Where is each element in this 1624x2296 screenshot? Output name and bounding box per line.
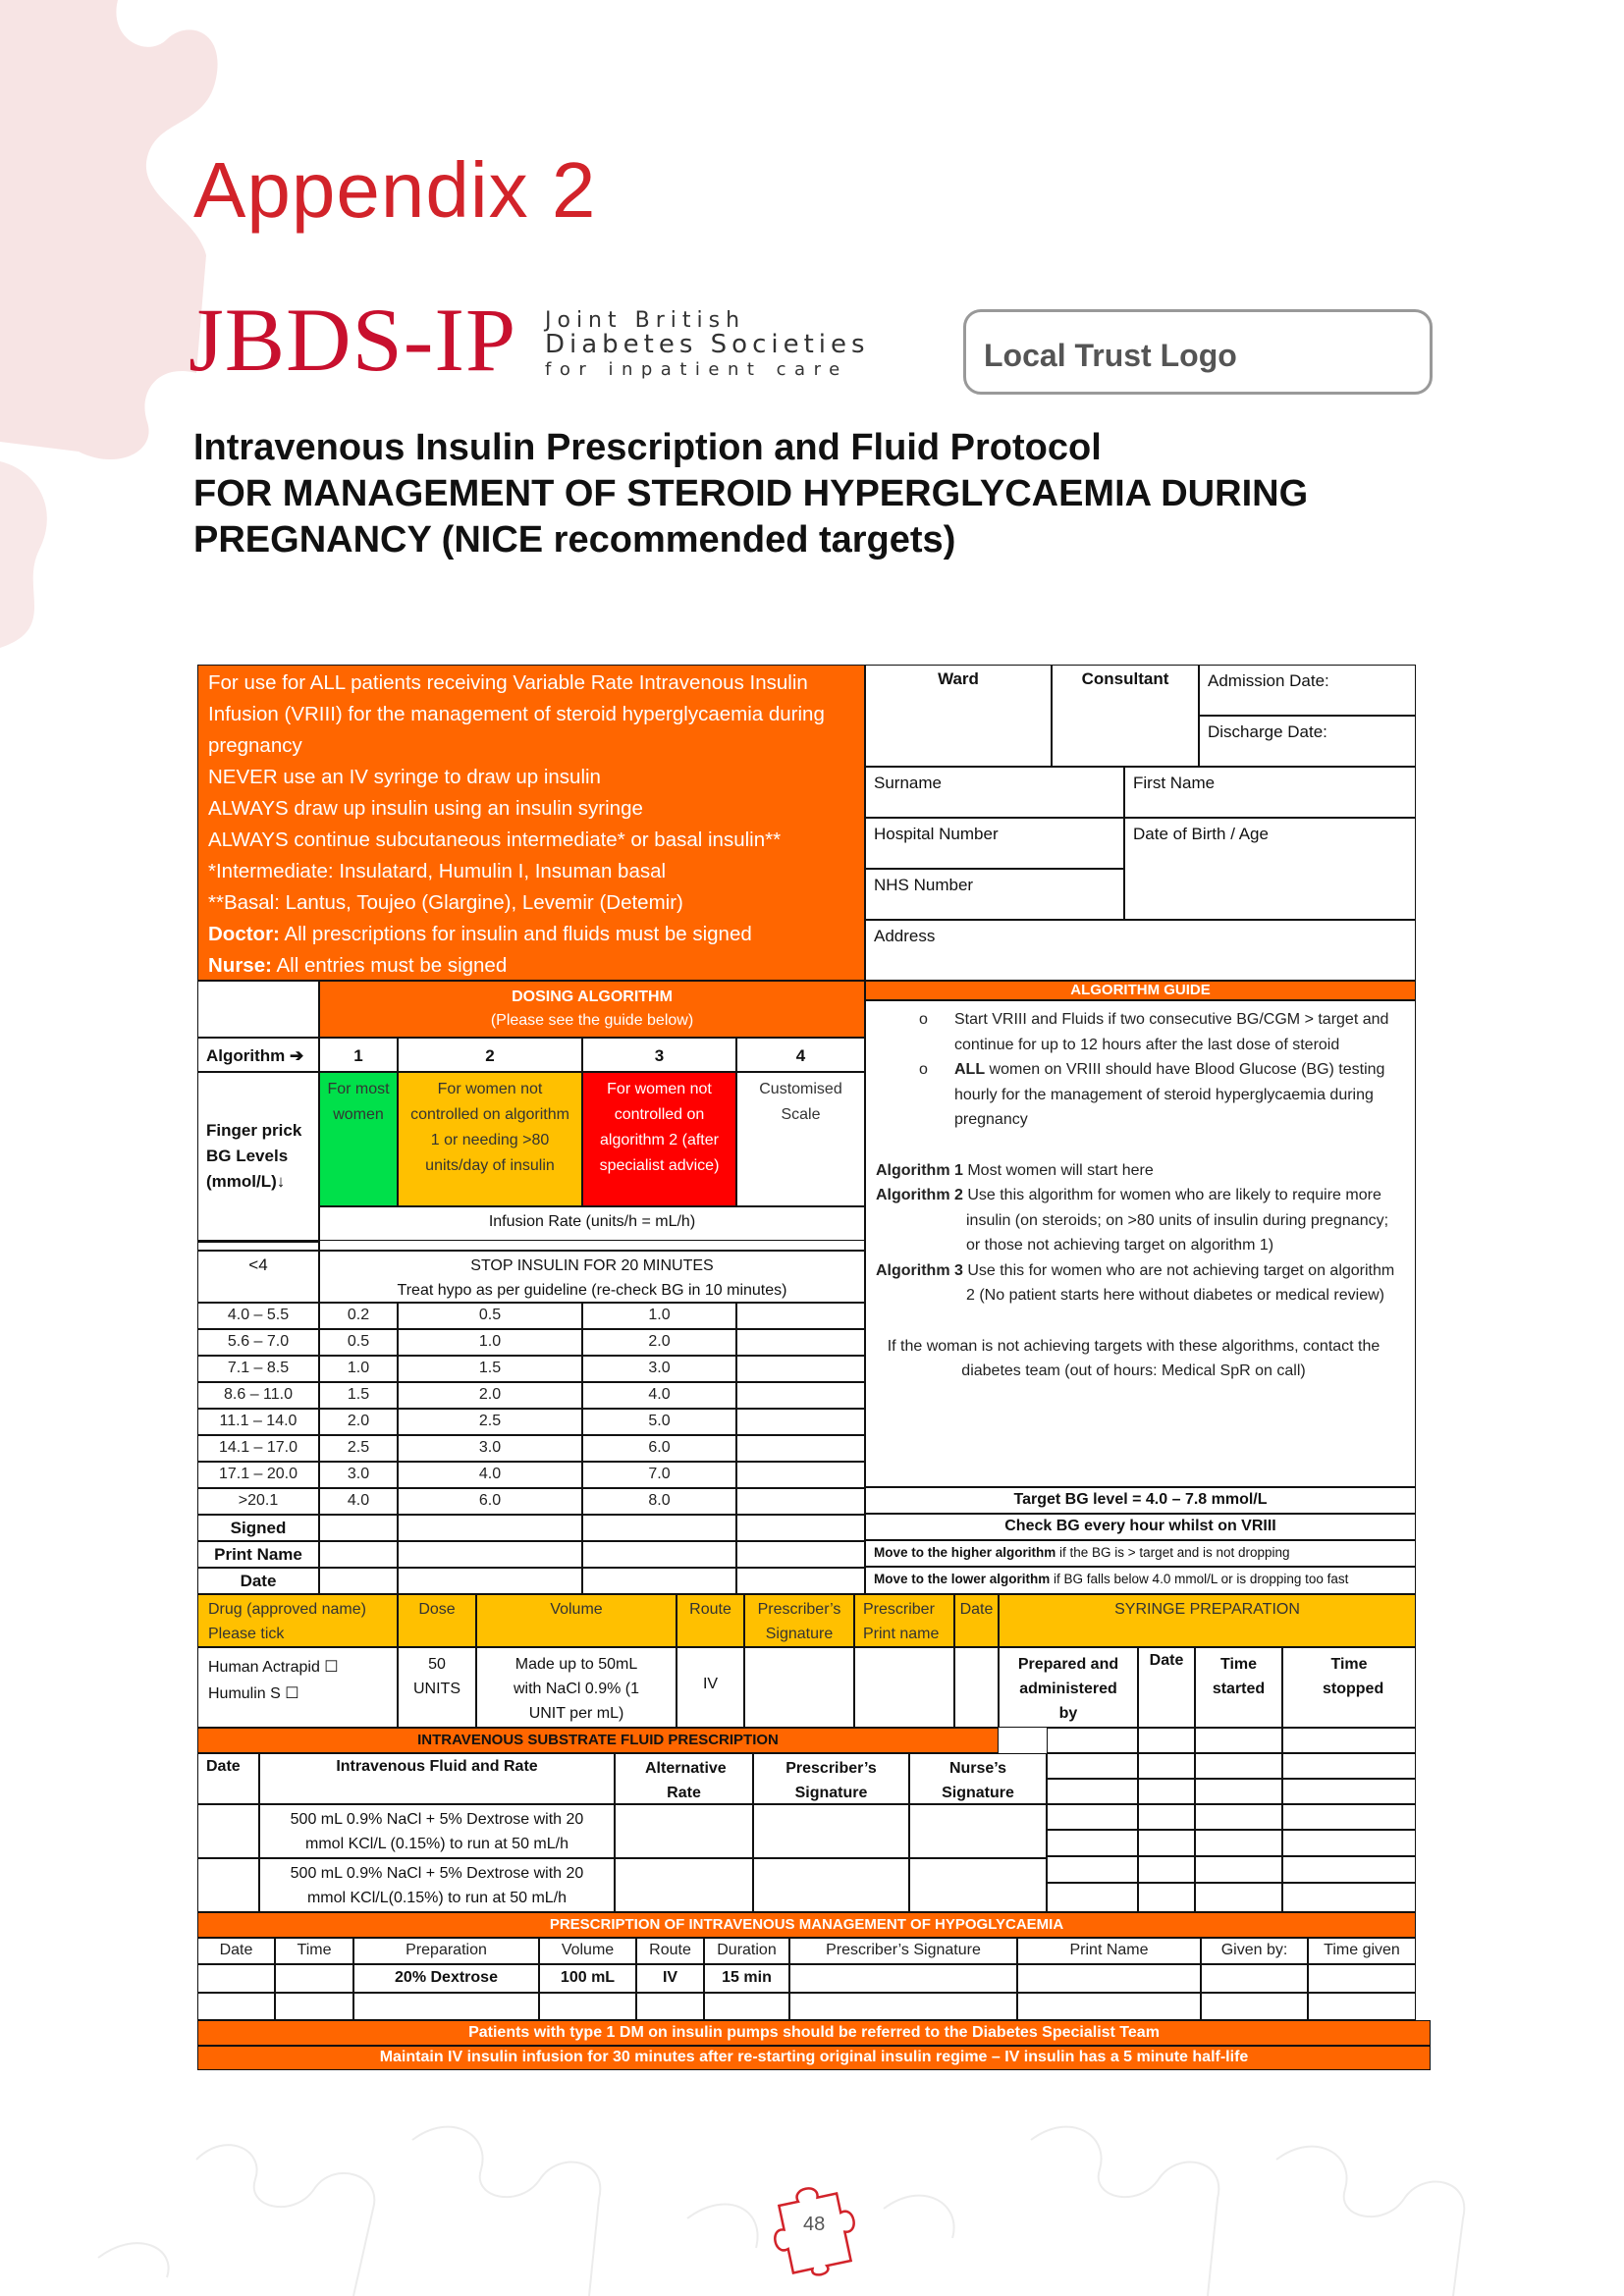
address-field[interactable]: Address bbox=[865, 920, 1416, 981]
finger-prick-label: Finger prick BG Levels (mmol/L)↓ bbox=[197, 1072, 319, 1241]
syringe-record-cell[interactable] bbox=[1047, 1753, 1138, 1779]
fluid2-alt-rate-cell[interactable] bbox=[615, 1858, 753, 1912]
fluid1-prescriber-cell[interactable] bbox=[753, 1804, 909, 1858]
infusion-rate-cell: 2.5 bbox=[398, 1409, 582, 1435]
algorithm-1-desc: For most women bbox=[319, 1072, 398, 1206]
volume-header: Volume bbox=[476, 1594, 677, 1647]
fluid1-alt-rate-cell[interactable] bbox=[615, 1804, 753, 1858]
syringe-record-cell[interactable] bbox=[1138, 1779, 1195, 1804]
syringe-record-cell[interactable] bbox=[1195, 1883, 1282, 1912]
hypo-volume-cell: 100 mL bbox=[539, 1964, 636, 1993]
infusion-rate-cell[interactable] bbox=[736, 1356, 865, 1382]
algorithm-col-3: 3 bbox=[582, 1038, 736, 1072]
infusion-rate-cell: 4.0 bbox=[582, 1382, 736, 1409]
drug-date-cell[interactable] bbox=[954, 1647, 999, 1728]
time-started-header: Time started bbox=[1195, 1647, 1282, 1728]
guide-alg1 bbox=[876, 1158, 1401, 1184]
dosing-subtitle: (Please see the guide below) bbox=[490, 1012, 694, 1029]
hypo-prescriber-signature-header: Prescriber’s Signature bbox=[789, 1938, 1017, 1964]
infusion-rate-cell: 8.0 bbox=[582, 1488, 736, 1515]
infusion-rate-cell: 2.0 bbox=[582, 1329, 736, 1356]
dose-value: 50 UNITS bbox=[398, 1647, 476, 1728]
bg-range-cell: 8.6 – 11.0 bbox=[197, 1382, 319, 1409]
hypo-date-header: Date bbox=[197, 1938, 275, 1964]
maintain-infusion-footer: Maintain IV insulin infusion for 30 minutes after re-starting original insulin regime – IV insulin has a 5 minute half-life bbox=[197, 2046, 1431, 2070]
prepared-administered-header: Prepared and administered by bbox=[999, 1647, 1138, 1728]
consultant-field[interactable]: Consultant bbox=[1052, 665, 1199, 767]
dose-rows bbox=[197, 1303, 865, 1515]
syringe-record-cell[interactable] bbox=[1282, 1804, 1416, 1830]
infusion-rate-cell[interactable] bbox=[736, 1462, 865, 1488]
syringe-record-grid bbox=[1047, 1728, 1416, 1912]
algorithm-col-1: 1 bbox=[319, 1038, 398, 1072]
algorithm-label: Algorithm ➔ bbox=[197, 1038, 319, 1072]
hypo-prescriber-signature-cell[interactable] bbox=[789, 1993, 1017, 2020]
admission-date-field[interactable]: Admission Date: bbox=[1199, 665, 1416, 716]
infusion-rate-cell: 1.0 bbox=[319, 1356, 398, 1382]
guide-alg3 bbox=[876, 1258, 1401, 1308]
hypo-duration-cell[interactable] bbox=[704, 1993, 789, 2020]
info-line: For use for ALL patients receiving Variable Rate Intravenous Insulin bbox=[208, 671, 808, 694]
prescription-form bbox=[197, 665, 1416, 2070]
syringe-record-cell[interactable] bbox=[1195, 1779, 1282, 1804]
move-lower-label: Move to the lower algorithm bbox=[874, 1572, 1051, 1586]
gap-cell-left bbox=[197, 1241, 319, 1251]
infusion-rate-cell: 6.0 bbox=[398, 1488, 582, 1515]
infusion-rate-cell: 6.0 bbox=[582, 1435, 736, 1462]
hypo-time-given-cell[interactable] bbox=[1308, 1993, 1416, 2020]
info-nurse bbox=[208, 950, 854, 982]
print-name-cell-3[interactable] bbox=[582, 1541, 736, 1568]
bg-range-cell: 7.1 – 8.5 bbox=[197, 1356, 319, 1382]
dose-header: Dose bbox=[398, 1594, 476, 1647]
guide-alg1-text: Most women will start here bbox=[962, 1161, 1154, 1179]
stop-line2: Treat hypo as per guideline (re-check BG in 10 minutes) bbox=[397, 1282, 787, 1299]
syringe-record-cell[interactable] bbox=[1282, 1830, 1416, 1856]
syringe-record-cell[interactable] bbox=[1282, 1728, 1416, 1753]
infusion-rate-label: Infusion Rate (units/h = mL/h) bbox=[319, 1206, 865, 1241]
fluid2-date-cell[interactable] bbox=[197, 1858, 259, 1912]
infusion-rate-cell: 1.5 bbox=[398, 1356, 582, 1382]
volume-value: Made up to 50mL with NaCl 0.9% (1 UNIT per mL) bbox=[476, 1647, 677, 1728]
info-doctor bbox=[208, 919, 854, 950]
infusion-rate-cell: 0.5 bbox=[398, 1303, 582, 1329]
stop-line1: STOP INSULIN FOR 20 MINUTES bbox=[470, 1257, 714, 1274]
date-cell-2[interactable] bbox=[398, 1568, 582, 1594]
fluid1-date-cell[interactable] bbox=[197, 1804, 259, 1858]
infusion-rate-cell[interactable] bbox=[736, 1329, 865, 1356]
infusion-rate-cell[interactable] bbox=[736, 1303, 865, 1329]
infusion-rate-cell: 7.0 bbox=[582, 1462, 736, 1488]
guide-note: If the woman is not achieving targets with these algorithms, contact the diabetes team (out of hours: Medical SpR on call) bbox=[887, 1337, 1380, 1379]
syringe-record-cell[interactable] bbox=[1047, 1779, 1138, 1804]
hypo-route-cell: IV bbox=[636, 1964, 704, 1993]
guide-alg3-label: Algorithm 3 bbox=[876, 1261, 963, 1279]
infusion-rate-cell: 2.5 bbox=[319, 1435, 398, 1462]
hypo-time-header: Time bbox=[275, 1938, 353, 1964]
hypo-preparation-cell[interactable] bbox=[353, 1993, 539, 2020]
hypo-time-cell[interactable] bbox=[275, 1993, 353, 2020]
guide-bullet-2-text: women on VRIII should have Blood Glucose (BG) testing hourly for the management of steroid hyperglycaemia during pregnancy bbox=[954, 1061, 1385, 1128]
bg-range-cell: 4.0 – 5.5 bbox=[197, 1303, 319, 1329]
date-cell-1[interactable] bbox=[319, 1568, 398, 1594]
drug-date-header: Date bbox=[954, 1594, 999, 1647]
syringe-record-cell[interactable] bbox=[1195, 1753, 1282, 1779]
substrate-fluid-header: INTRAVENOUS SUBSTRATE FLUID PRESCRIPTION bbox=[197, 1728, 999, 1753]
route-value: IV bbox=[677, 1647, 744, 1728]
infusion-rate-cell: 4.0 bbox=[398, 1462, 582, 1488]
syringe-date-header: Date bbox=[1138, 1647, 1195, 1728]
syringe-record-cell[interactable] bbox=[1195, 1856, 1282, 1883]
algorithm-col-2: 2 bbox=[398, 1038, 582, 1072]
dosing-algorithm-header bbox=[319, 981, 865, 1038]
dosing-title: DOSING ALGORITHM bbox=[512, 988, 673, 1005]
move-higher-label: Move to the higher algorithm bbox=[874, 1545, 1056, 1560]
algorithm-4-desc: Customised Scale bbox=[736, 1072, 865, 1206]
guide-alg2-text: Use this algorithm for women who are likely to require more insulin (on steroids; on >80 units of insulin during pregnancy; or those not achieving target on algorithm 1) bbox=[962, 1187, 1389, 1254]
syringe-record-cell[interactable] bbox=[1047, 1728, 1138, 1753]
algorithm-guide-body bbox=[865, 1000, 1416, 1487]
first-name-field[interactable]: First Name bbox=[1124, 767, 1416, 818]
hypo-preparation-header: Preparation bbox=[353, 1938, 539, 1964]
prescriber-name-header: Prescriber Print name bbox=[854, 1594, 954, 1647]
fluid1-nurse-cell[interactable] bbox=[909, 1804, 1047, 1858]
info-line: pregnancy bbox=[208, 734, 302, 757]
fluid-prescriber-header: Prescriber’s Signature bbox=[753, 1753, 909, 1804]
logo-line3: for inpatient care bbox=[545, 359, 848, 380]
hypo-preparation-cell: 20% Dextrose bbox=[353, 1964, 539, 1993]
syringe-record-cell[interactable] bbox=[1282, 1779, 1416, 1804]
doctor-text: All prescriptions for insulin and fluids must be signed bbox=[279, 923, 752, 945]
print-name-label: Print Name bbox=[197, 1541, 319, 1568]
info-line: ALWAYS draw up insulin using an insulin syringe bbox=[208, 797, 643, 820]
discharge-date-field[interactable]: Discharge Date: bbox=[1199, 716, 1416, 767]
move-higher-algorithm bbox=[865, 1540, 1416, 1567]
fluid2-nurse-cell[interactable] bbox=[909, 1858, 1047, 1912]
syringe-record-cell[interactable] bbox=[1282, 1753, 1416, 1779]
infusion-rate-cell: 0.5 bbox=[319, 1329, 398, 1356]
syringe-record-cell[interactable] bbox=[1138, 1856, 1195, 1883]
infusion-rate-cell[interactable] bbox=[736, 1409, 865, 1435]
date-label: Date bbox=[197, 1568, 319, 1594]
infusion-rate-cell[interactable] bbox=[736, 1435, 865, 1462]
info-line: NEVER use an IV syringe to draw up insulin bbox=[208, 766, 601, 788]
guide-bullet-1 bbox=[876, 1007, 1401, 1057]
fluid2-prescriber-cell[interactable] bbox=[753, 1858, 909, 1912]
syringe-record-cell[interactable] bbox=[1047, 1856, 1138, 1883]
appendix-title: Appendix 2 bbox=[193, 146, 597, 234]
guide-bullet-2 bbox=[876, 1057, 1401, 1133]
move-lower-algorithm bbox=[865, 1567, 1416, 1594]
syringe-record-cell[interactable] bbox=[1138, 1804, 1195, 1830]
move-lower-text: if BG falls below 4.0 mmol/L or is dropping too fast bbox=[1050, 1572, 1349, 1586]
syringe-record-cell[interactable] bbox=[1195, 1830, 1282, 1856]
heading-line2: FOR MANAGEMENT OF STEROID HYPERGLYCAEMIA DURING bbox=[193, 473, 1309, 514]
syringe-record-cell[interactable] bbox=[1047, 1830, 1138, 1856]
syringe-record-cell[interactable] bbox=[1195, 1804, 1282, 1830]
dosing-blank-cell bbox=[197, 981, 319, 1038]
hypo-given-by-header: Given by: bbox=[1201, 1938, 1308, 1964]
hypo-volume-header: Volume bbox=[539, 1938, 636, 1964]
page-number: 48 bbox=[803, 2214, 826, 2235]
infusion-rate-cell: 5.0 bbox=[582, 1409, 736, 1435]
hypo-route-header: Route bbox=[636, 1938, 704, 1964]
info-line: Infusion (VRIII) for the management of steroid hyperglycaemia during bbox=[208, 703, 825, 725]
infusion-rate-cell: 0.2 bbox=[319, 1303, 398, 1329]
bg-range-cell: 5.6 – 7.0 bbox=[197, 1329, 319, 1356]
guide-bullet-2-bold: ALL bbox=[954, 1061, 986, 1078]
bg-below-4: <4 bbox=[197, 1251, 319, 1303]
infusion-rate-cell: 3.0 bbox=[319, 1462, 398, 1488]
hypo-prescriber-signature-cell[interactable] bbox=[789, 1964, 1017, 1993]
hypo-duration-header: Duration bbox=[704, 1938, 789, 1964]
date-cell-4[interactable] bbox=[736, 1568, 865, 1594]
drug-names-cell bbox=[197, 1647, 398, 1728]
logo-line1: Joint British bbox=[545, 308, 746, 333]
syringe-record-cell[interactable] bbox=[1282, 1883, 1416, 1912]
human-actrapid-checkbox[interactable]: Human Actrapid ☐ bbox=[208, 1659, 339, 1676]
guide-alg2 bbox=[876, 1183, 1401, 1258]
infusion-rate-cell[interactable] bbox=[736, 1382, 865, 1409]
hospital-number-field[interactable]: Hospital Number bbox=[865, 818, 1124, 869]
document-heading bbox=[193, 425, 1308, 563]
hypo-time-given-header: Time given bbox=[1308, 1938, 1416, 1964]
insulin-pump-footer: Patients with type 1 DM on insulin pumps should be referred to the Diabetes Specialist Team bbox=[197, 2020, 1431, 2046]
infusion-rate-cell[interactable] bbox=[736, 1488, 865, 1515]
fluid1-description: 500 mL 0.9% NaCl + 5% Dextrose with 20 mmol KCl/L (0.15%) to run at 50 mL/h bbox=[259, 1804, 615, 1858]
nurse-label: Nurse: bbox=[208, 954, 272, 977]
algorithm-2-desc: For women not controlled on algorithm 1 or needing >80 units/day of insulin bbox=[398, 1072, 582, 1206]
infusion-rate-cell: 3.0 bbox=[398, 1435, 582, 1462]
date-cell-3[interactable] bbox=[582, 1568, 736, 1594]
signed-cell-2[interactable] bbox=[398, 1515, 582, 1541]
fluid2-description: 500 mL 0.9% NaCl + 5% Dextrose with 20 mmol KCl/L(0.15%) to run at 50 mL/h bbox=[259, 1858, 615, 1912]
algorithm-3-desc: For women not controlled on algorithm 2 (after specialist advice) bbox=[582, 1072, 736, 1206]
target-bg-level: Target BG level = 4.0 – 7.8 mmol/L bbox=[865, 1487, 1416, 1514]
guide-alg1-label: Algorithm 1 bbox=[876, 1161, 963, 1179]
jbds-logo-subtitle bbox=[545, 310, 870, 379]
info-line: *Intermediate: Insulatard, Humulin I, Insuman basal bbox=[208, 860, 667, 882]
humulin-s-checkbox[interactable]: Humulin S ☐ bbox=[208, 1685, 299, 1702]
prescriber-signature-header: Prescriber’s Signature bbox=[744, 1594, 854, 1647]
info-line: ALWAYS continue subcutaneous intermediate* or basal insulin** bbox=[208, 828, 782, 851]
hypo-print-name-header: Print Name bbox=[1017, 1938, 1201, 1964]
hypo-given-by-cell[interactable] bbox=[1201, 1993, 1308, 2020]
syringe-record-cell[interactable] bbox=[1282, 1856, 1416, 1883]
hypo-prescription-header: PRESCRIPTION OF INTRAVENOUS MANAGEMENT OF HYPOGLYCAEMIA bbox=[197, 1912, 1416, 1938]
guide-bullet-1-text: Start VRIII and Fluids if two consecutive BG/CGM > target and continue for up to 12 hours after the last dose of steroid bbox=[954, 1011, 1389, 1053]
alternative-rate-header: Alternative Rate bbox=[615, 1753, 753, 1804]
syringe-record-cell[interactable] bbox=[1047, 1883, 1138, 1912]
local-trust-logo-box: Local Trust Logo bbox=[963, 309, 1433, 395]
syringe-record-cell[interactable] bbox=[1138, 1728, 1195, 1753]
hypo-volume-cell[interactable] bbox=[539, 1993, 636, 2020]
signed-label: Signed bbox=[197, 1515, 319, 1541]
guide-alg3-text: Use this for women who are not achieving target on algorithm 2 (No patient starts here without diabetes or medical review) bbox=[962, 1261, 1395, 1304]
prescriber-name-cell[interactable] bbox=[854, 1647, 954, 1728]
guide-alg2-label: Algorithm 2 bbox=[876, 1187, 963, 1203]
hypo-table bbox=[197, 1938, 1416, 2020]
bg-range-cell: >20.1 bbox=[197, 1488, 319, 1515]
bullet-icon: o bbox=[919, 1061, 928, 1078]
bg-range-cell: 17.1 – 20.0 bbox=[197, 1462, 319, 1488]
info-line: **Basal: Lantus, Toujeo (Glargine), Levemir (Detemir) bbox=[208, 891, 683, 914]
infusion-rate-cell: 1.0 bbox=[398, 1329, 582, 1356]
fluid-date-header: Date bbox=[197, 1753, 259, 1804]
algorithm-col-4: 4 bbox=[736, 1038, 865, 1072]
infusion-rate-cell: 1.0 bbox=[582, 1303, 736, 1329]
syringe-record-cell[interactable] bbox=[1047, 1804, 1138, 1830]
hypo-print-name-cell[interactable] bbox=[1017, 1993, 1201, 2020]
hypo-time-cell[interactable] bbox=[275, 1964, 353, 1993]
prescriber-signature-cell[interactable] bbox=[744, 1647, 854, 1728]
nurse-signature-header: Nurse’s Signature bbox=[909, 1753, 1047, 1804]
syringe-record-cell[interactable] bbox=[1195, 1728, 1282, 1753]
ward-field[interactable]: Ward bbox=[865, 665, 1052, 767]
stop-insulin-instruction bbox=[319, 1251, 865, 1303]
hypo-date-cell[interactable] bbox=[197, 1993, 275, 2020]
infusion-rate-cell: 4.0 bbox=[319, 1488, 398, 1515]
nhs-number-field[interactable]: NHS Number bbox=[865, 869, 1124, 920]
signed-cell-4[interactable] bbox=[736, 1515, 865, 1541]
bg-range-cell: 11.1 – 14.0 bbox=[197, 1409, 319, 1435]
hypo-date-cell[interactable] bbox=[197, 1964, 275, 1993]
nurse-text: All entries must be signed bbox=[271, 954, 508, 977]
print-name-cell-1[interactable] bbox=[319, 1541, 398, 1568]
doctor-label: Doctor: bbox=[208, 923, 280, 945]
hypo-given-by-cell[interactable] bbox=[1201, 1964, 1308, 1993]
signed-cell-3[interactable] bbox=[582, 1515, 736, 1541]
syringe-record-cell[interactable] bbox=[1138, 1883, 1195, 1912]
hypo-print-name-cell[interactable] bbox=[1017, 1964, 1201, 1993]
infusion-rate-cell: 2.0 bbox=[398, 1382, 582, 1409]
hypo-route-cell[interactable] bbox=[636, 1993, 704, 2020]
route-header: Route bbox=[677, 1594, 744, 1647]
infusion-rate-cell: 1.5 bbox=[319, 1382, 398, 1409]
fluid-rate-header: Intravenous Fluid and Rate bbox=[259, 1753, 615, 1804]
instructions-box bbox=[197, 665, 865, 981]
gap-cell-right bbox=[319, 1241, 865, 1251]
bg-range-cell: 14.1 – 17.0 bbox=[197, 1435, 319, 1462]
dob-age-field[interactable]: Date of Birth / Age bbox=[1124, 818, 1416, 920]
drug-header: Drug (approved name) Please tick bbox=[197, 1594, 398, 1647]
hypo-duration-cell: 15 min bbox=[704, 1964, 789, 1993]
print-name-cell-2[interactable] bbox=[398, 1541, 582, 1568]
surname-field[interactable]: Surname bbox=[865, 767, 1124, 818]
hypo-time-given-cell[interactable] bbox=[1308, 1964, 1416, 1993]
print-name-cell-4[interactable] bbox=[736, 1541, 865, 1568]
heading-line3: PREGNANCY (NICE recommended targets) bbox=[193, 519, 956, 561]
time-stopped-header: Time stopped bbox=[1282, 1647, 1416, 1728]
jbds-logo: JBDS-IP bbox=[189, 290, 517, 390]
syringe-record-cell[interactable] bbox=[1138, 1830, 1195, 1856]
logo-line2: Diabetes Societies bbox=[545, 330, 870, 359]
syringe-record-cell[interactable] bbox=[1138, 1753, 1195, 1779]
syringe-preparation-header: SYRINGE PREPARATION bbox=[999, 1594, 1416, 1647]
infusion-rate-cell: 3.0 bbox=[582, 1356, 736, 1382]
signed-cell-1[interactable] bbox=[319, 1515, 398, 1541]
bullet-icon: o bbox=[919, 1011, 928, 1028]
heading-line1: Intravenous Insulin Prescription and Fluid Protocol bbox=[193, 427, 1102, 468]
move-higher-text: if the BG is > target and is not dropping bbox=[1056, 1545, 1290, 1560]
check-bg-hourly: Check BG every hour whilst on VRIII bbox=[865, 1514, 1416, 1540]
infusion-rate-cell: 2.0 bbox=[319, 1409, 398, 1435]
algorithm-guide-header: ALGORITHM GUIDE bbox=[865, 981, 1416, 1000]
